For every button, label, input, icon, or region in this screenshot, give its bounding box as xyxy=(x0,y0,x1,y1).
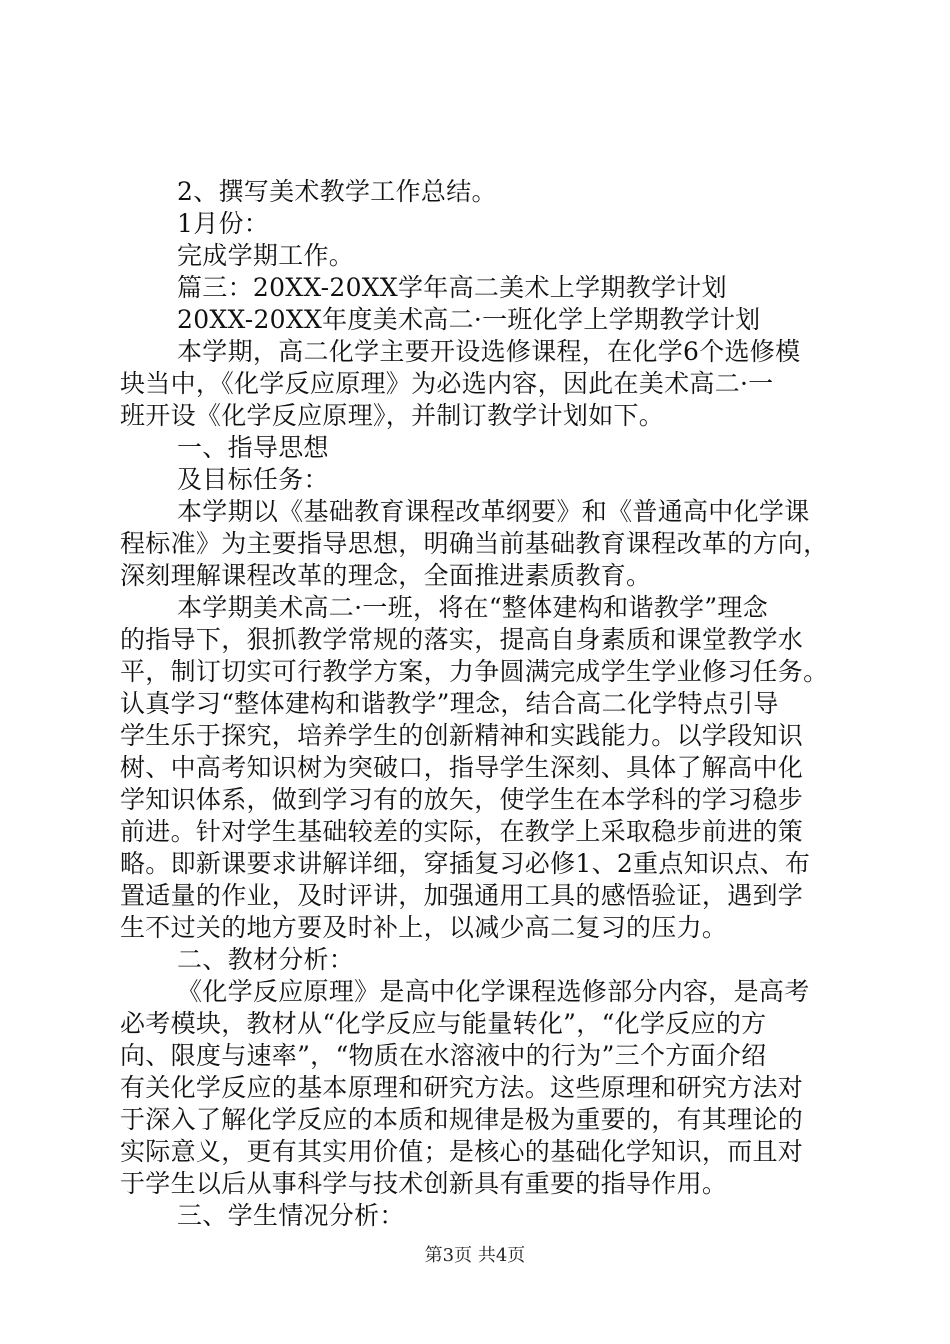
text-line: 置适量的作业，及时评讲，加强通用工具的感悟验证，遇到学 xyxy=(120,881,804,910)
text-line: 块当中，《化学反应原理》为必选内容，因此在美术高二·一 xyxy=(120,369,774,398)
text-line: 学生乐于探究，培养学生的创新精神和实践能力。以学段知识 xyxy=(120,721,804,750)
text-line: 三、学生情况分析： xyxy=(177,1201,405,1230)
text-line: 于学生以后从事科学与技术创新具有重要的指导作用。 xyxy=(120,1169,728,1198)
text-line: 有关化学反应的基本原理和研究方法。这些原理和研究方法对 xyxy=(120,1073,804,1102)
text-line: 深刻理解课程改革的理念，全面推进素质教育。 xyxy=(120,561,652,590)
text-line: 完成学期工作。 xyxy=(177,241,355,270)
text-line: 二、教材分析： xyxy=(177,945,355,974)
text-line: 班开设《化学反应原理》，并制订教学计划如下。 xyxy=(120,401,665,430)
text-line: 于深入了解化学反应的本质和规律是极为重要的，有其理论的 xyxy=(120,1105,804,1134)
text-line: 实际意义，更有其实用价值；是核心的基础化学知识，而且对 xyxy=(120,1137,804,1166)
text-line: 的指导下，狠抓教学常规的落实，提高自身素质和课堂教学水 xyxy=(120,625,804,654)
text-line: 20XX-20XX年度美术高二·一班化学上学期教学计划 xyxy=(177,305,761,334)
text-line: 认真学习“整体建构和谐教学”理念，结合高二化学特点引导 xyxy=(120,689,779,718)
text-line: 向、限度与速率”，“物质在水溶液中的行为”三个方面介绍 xyxy=(120,1041,767,1070)
text-line: 本学期以《基础教育课程改革纲要》和《普通高中化学课 xyxy=(177,497,810,526)
text-line: 略。即新课要求讲解详细，穿插复习必修1、2重点知识点、布 xyxy=(120,849,811,878)
text-line: 一、指导思想 xyxy=(177,433,329,462)
text-line: 树、中高考知识树为突破口，指导学生深刻、具体了解高中化 xyxy=(120,753,804,782)
page-footer: 第3页 共4页 xyxy=(424,1245,526,1266)
text-line: 1月份： xyxy=(177,209,270,238)
text-line: 生不过关的地方要及时补上，以减少高二复习的压力。 xyxy=(120,913,728,942)
text-line: 前进。针对学生基础较差的实际，在教学上采取稳步前进的策 xyxy=(120,817,804,846)
text-line: 平，制订切实可行教学方案，力争圆满完成学生学业修习任务。 xyxy=(120,657,829,686)
text-line: 程标准》为主要指导思想，明确当前基础教育课程改革的方向， xyxy=(120,529,829,558)
text-line: 2、撰写美术教学工作总结。 xyxy=(177,177,497,206)
text-line: 及目标任务： xyxy=(177,465,329,494)
text-line: 本学期，高二化学主要开设选修课程，在化学6个选修模 xyxy=(177,337,801,366)
text-line: 本学期美术高二·一班，将在“整体建构和谐教学”理念 xyxy=(177,593,769,622)
text-line: 学知识体系，做到学习有的放矢，使学生在本学科的学习稳步 xyxy=(120,785,804,814)
text-line: 篇三：20XX-20XX学年高二美术上学期教学计划 xyxy=(177,273,727,302)
text-line: 必考模块，教材从“化学反应与能量转化”，“化学反应的方 xyxy=(120,1009,767,1038)
text-line: 《化学反应原理》是高中化学课程选修部分内容，是高考 xyxy=(177,977,810,1006)
document-body xyxy=(120,176,840,1232)
